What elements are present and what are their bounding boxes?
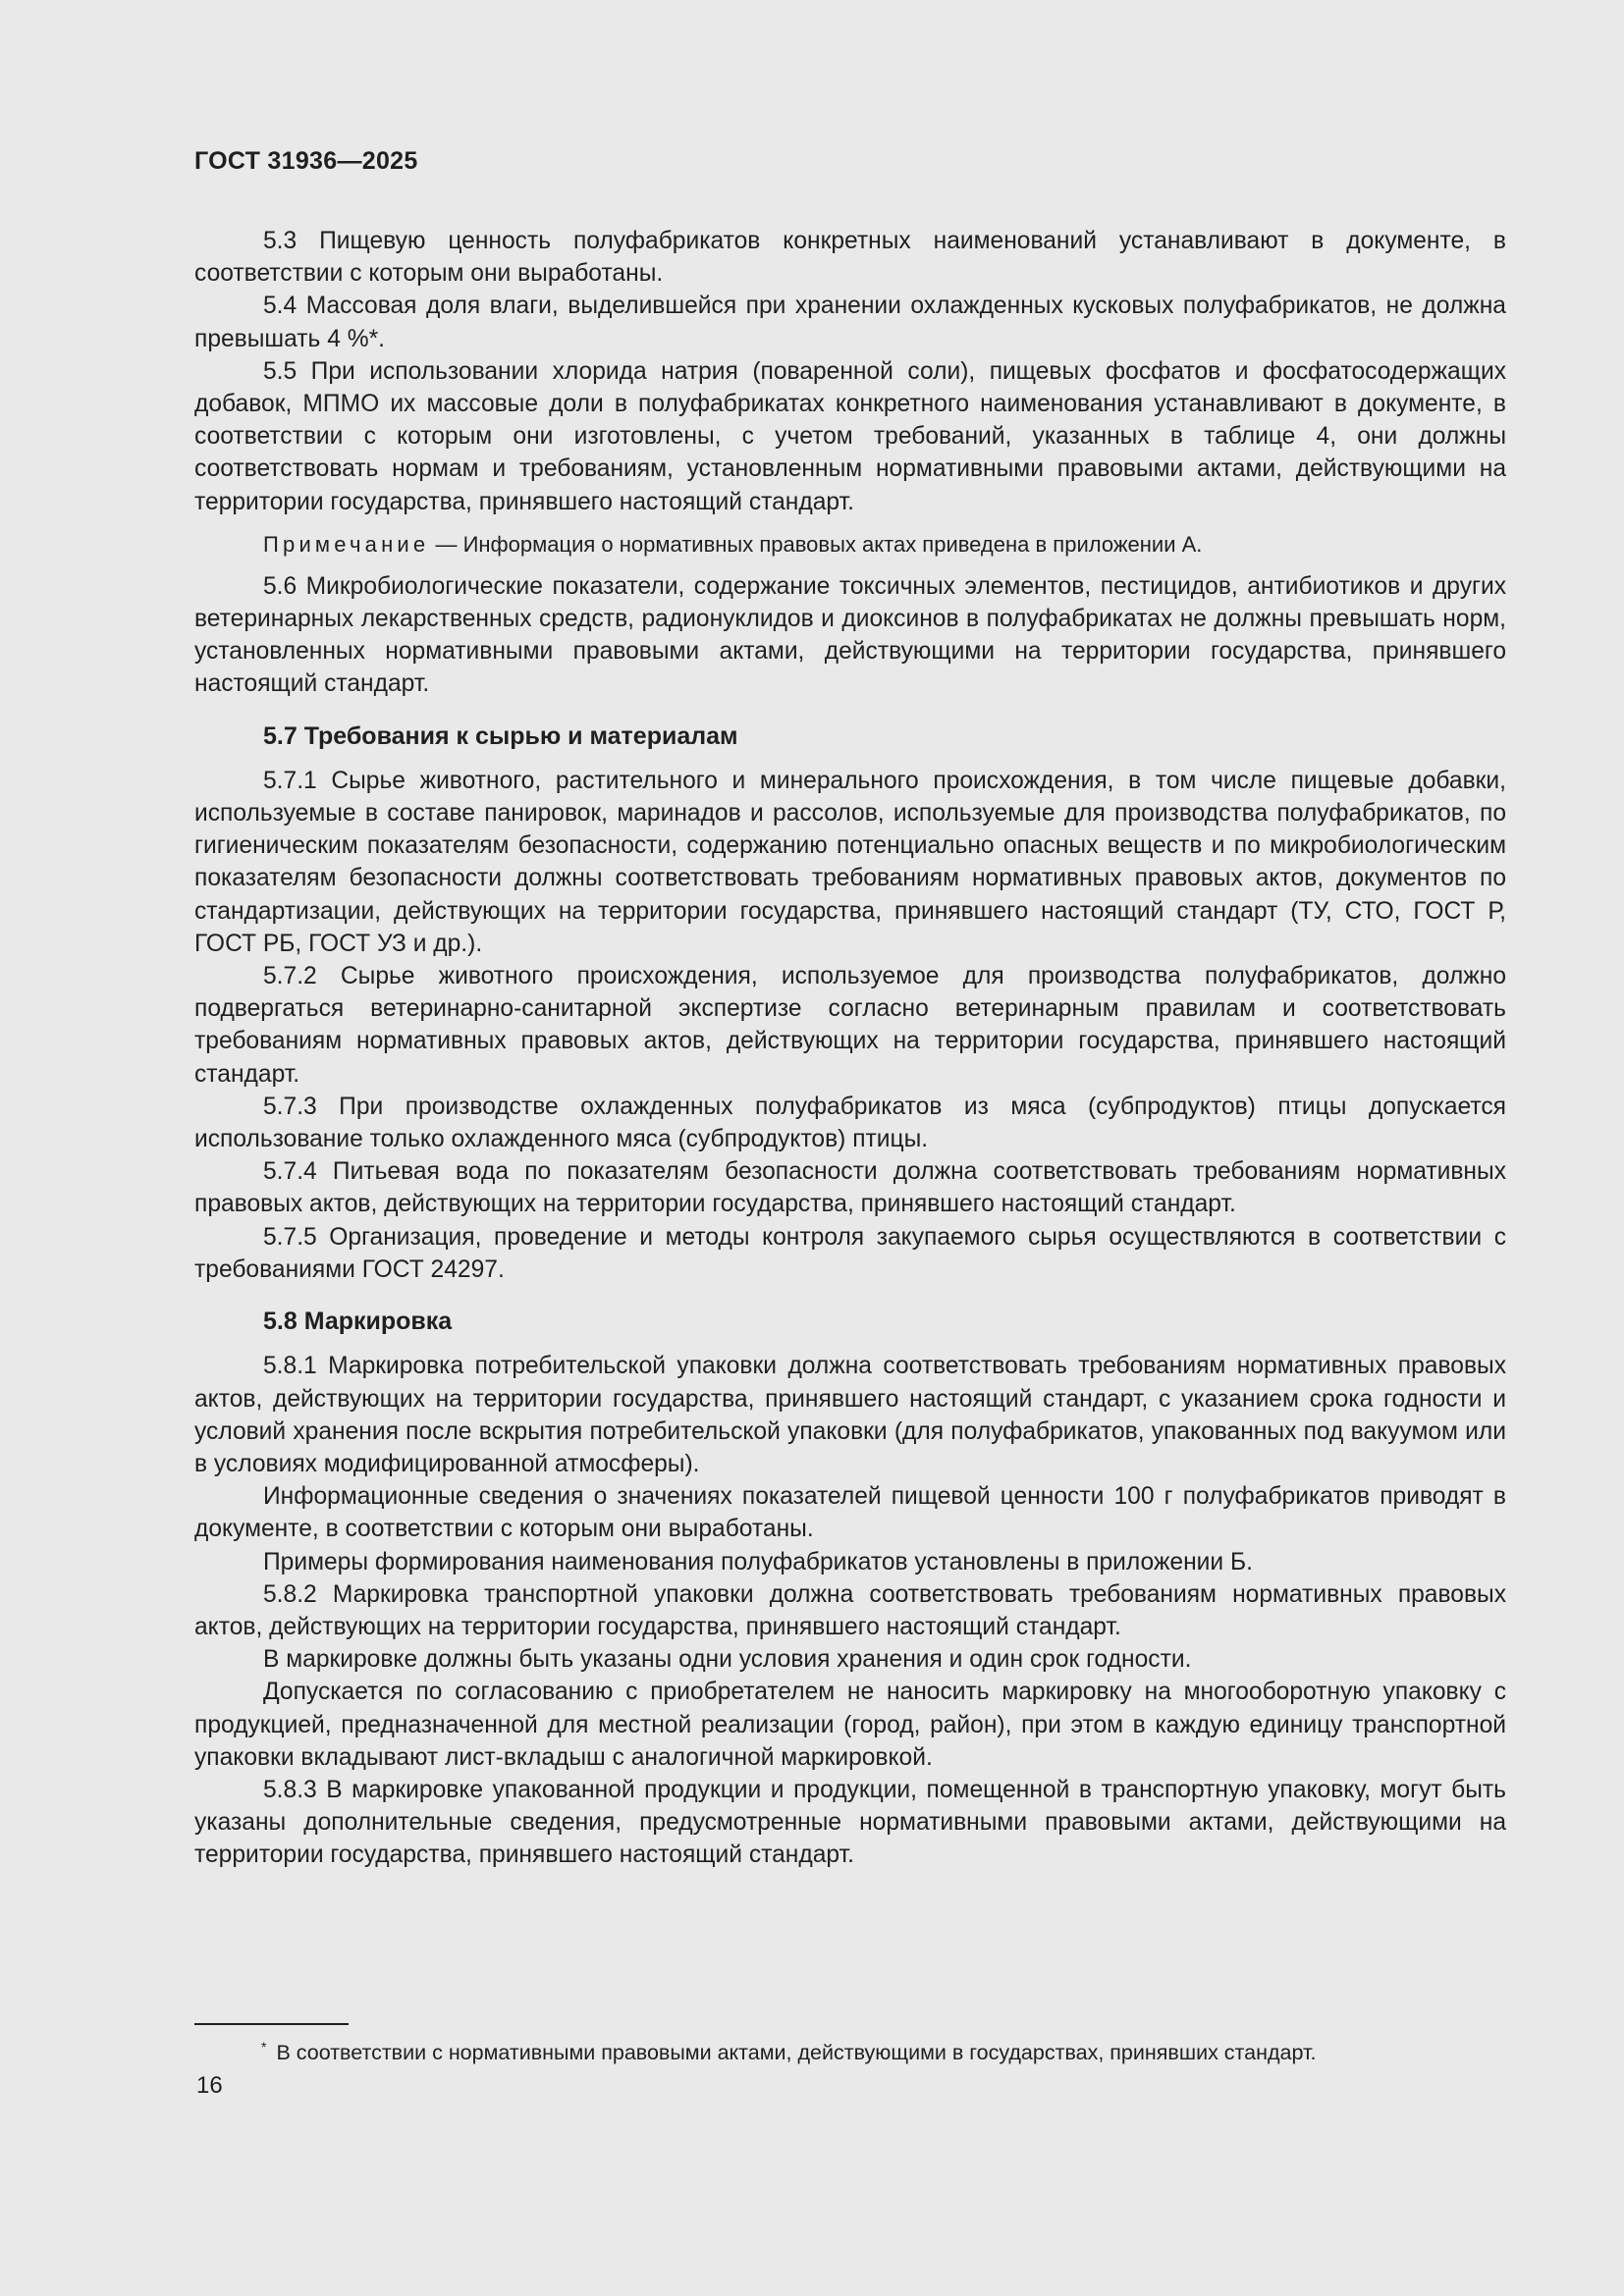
footnote-marker: *	[261, 2039, 267, 2055]
note	[194, 528, 1506, 561]
paragraph-5-8-2: 5.8.2 Маркировка транспортной упаковки должна соответствовать требованиям нормативных правовых актов, действующих на территории государства, принявшего настоящий стандарт.	[194, 1580, 1506, 1640]
paragraph-5-8-1-info: Информационные сведения о значениях показателей пищевой ценности 100 г полуфабрикатов приводят в документе, в соответствии с которым они выработаны.	[194, 1483, 1506, 1543]
paragraph-5-7-3: 5.7.3 При производстве охлажденных полуфабрикатов из мяса (субпродуктов) птицы допускается использование только охлажденного мяса (субпродуктов) птицы.	[194, 1093, 1506, 1153]
footnote	[261, 2032, 1316, 2067]
document-header: ГОСТ 31936—2025	[194, 147, 418, 175]
paragraph-5-8-2-conditions: В маркировке должны быть указаны одни условия хранения и один срок годности.	[263, 1646, 1192, 1674]
paragraph-5-8-2-exemption: Допускается по согласованию с приобретателем не наносить маркировку на многооборотную упаковку с продукцией, предназначенной для местной реализации (город, район), при этом в каждую единицу транспортной упаковки вкладывают лист-вкладыш с аналогичной маркировкой.	[194, 1679, 1506, 1771]
paragraph-5-8-1-examples: Примеры формирования наименования полуфабрикатов установлены в приложении Б.	[263, 1548, 1253, 1575]
paragraph-5-8-3: 5.8.3 В маркировке упакованной продукции и продукции, помещенной в транспортную упаковку, могут быть указаны дополнительные сведения, предусмотренные нормативными правовыми актами, действующими на территории государства, принявшего настоящий стандарт.	[194, 1776, 1506, 1869]
paragraph-5-5: 5.5 При использовании хлорида натрия (поваренной соли), пищевых фосфатов и фосфатосодержащих добавок, МПМО их массовые доли в полуфабрикатах конкретного наименования устанавливают в документе, в соответствии с которым они изготовлены, с учетом требований, указанных в таблице 4, они должны соответствовать нормам и требованиям, установленным нормативными правовыми актами, действующими на территории государства, принявшего настоящий стандарт.	[194, 357, 1506, 515]
footnote-divider	[194, 2023, 349, 2025]
section-heading-5-7: 5.7 Требования к сырью и материалам	[263, 721, 738, 750]
section-heading-5-8: 5.8 Маркировка	[263, 1308, 453, 1336]
note-text: — Информация о нормативных правовых актах приведена в приложении А.	[429, 531, 1203, 557]
paragraph-5-8-1: 5.8.1 Маркировка потребительской упаковки должна соответствовать требованиям нормативных правовых актов, действующих на территории государства, принявшего настоящий стандарт, с указанием срока годности и условий хранения после вскрытия потребительской упаковки (для полуфабрикатов, упакованных под вакуумом или в условиях модифицированной атмосферы).	[194, 1353, 1506, 1477]
document-body	[194, 225, 1506, 1872]
page-number: 16	[196, 2072, 223, 2099]
paragraph-5-6: 5.6 Микробиологические показатели, содержание токсичных элементов, пестицидов, антибиотиков и других ветеринарных лекарственных средств, радионуклидов и диоксинов в полуфабрикатах не должны превышать норм, установленных нормативными правовыми актами, действующими на территории государства, принявшего настоящий стандарт.	[194, 572, 1506, 698]
paragraph-5-4: 5.4 Массовая доля влаги, выделившейся при хранении охлажденных кусковых полуфабрикатов, не должна превышать 4 %*.	[194, 293, 1506, 352]
paragraph-5-7-4: 5.7.4 Питьевая вода по показателям безопасности должна соответствовать требованиям нормативных правовых актов, действующих на территории государства, принявшего настоящий стандарт.	[194, 1158, 1506, 1218]
note-label: Примечание	[263, 531, 430, 557]
footnote-text: В соответствии с нормативными правовыми актами, действующими в государствах, принявших стандарт.	[276, 2041, 1317, 2064]
paragraph-5-7-2: 5.7.2 Сырье животного происхождения, используемое для производства полуфабрикатов, должно подвергаться ветеринарно-санитарной экспертизе согласно ветеринарным правилам и соответствовать требованиям нормативных правовых актов, действующих на территории государства, принявшего настоящий стандарт.	[194, 963, 1506, 1088]
paragraph-5-7-5: 5.7.5 Организация, проведение и методы контроля закупаемого сырья осуществляются в соответствии с требованиями ГОСТ 24297.	[194, 1223, 1506, 1283]
paragraph-5-7-1: 5.7.1 Сырье животного, растительного и минерального происхождения, в том числе пищевые добавки, используемые в составе панировок, маринадов и рассолов, используемые для производства полуфабрикатов, по гигиеническим показателям безопасности, содержанию потенциально опасных веществ и по микробиологическим показателям безопасности должны соответствовать требованиям нормативных правовых актов, документов по стандартизации, действующих на территории государства, принявшего настоящий стандарт (ТУ, СТО, ГОСТ Р, ГОСТ РБ, ГОСТ УЗ и др.).	[194, 767, 1506, 957]
paragraph-5-3: 5.3 Пищевую ценность полуфабрикатов конкретных наименований устанавливают в документе, в соответствии с которым они выработаны.	[194, 228, 1506, 288]
